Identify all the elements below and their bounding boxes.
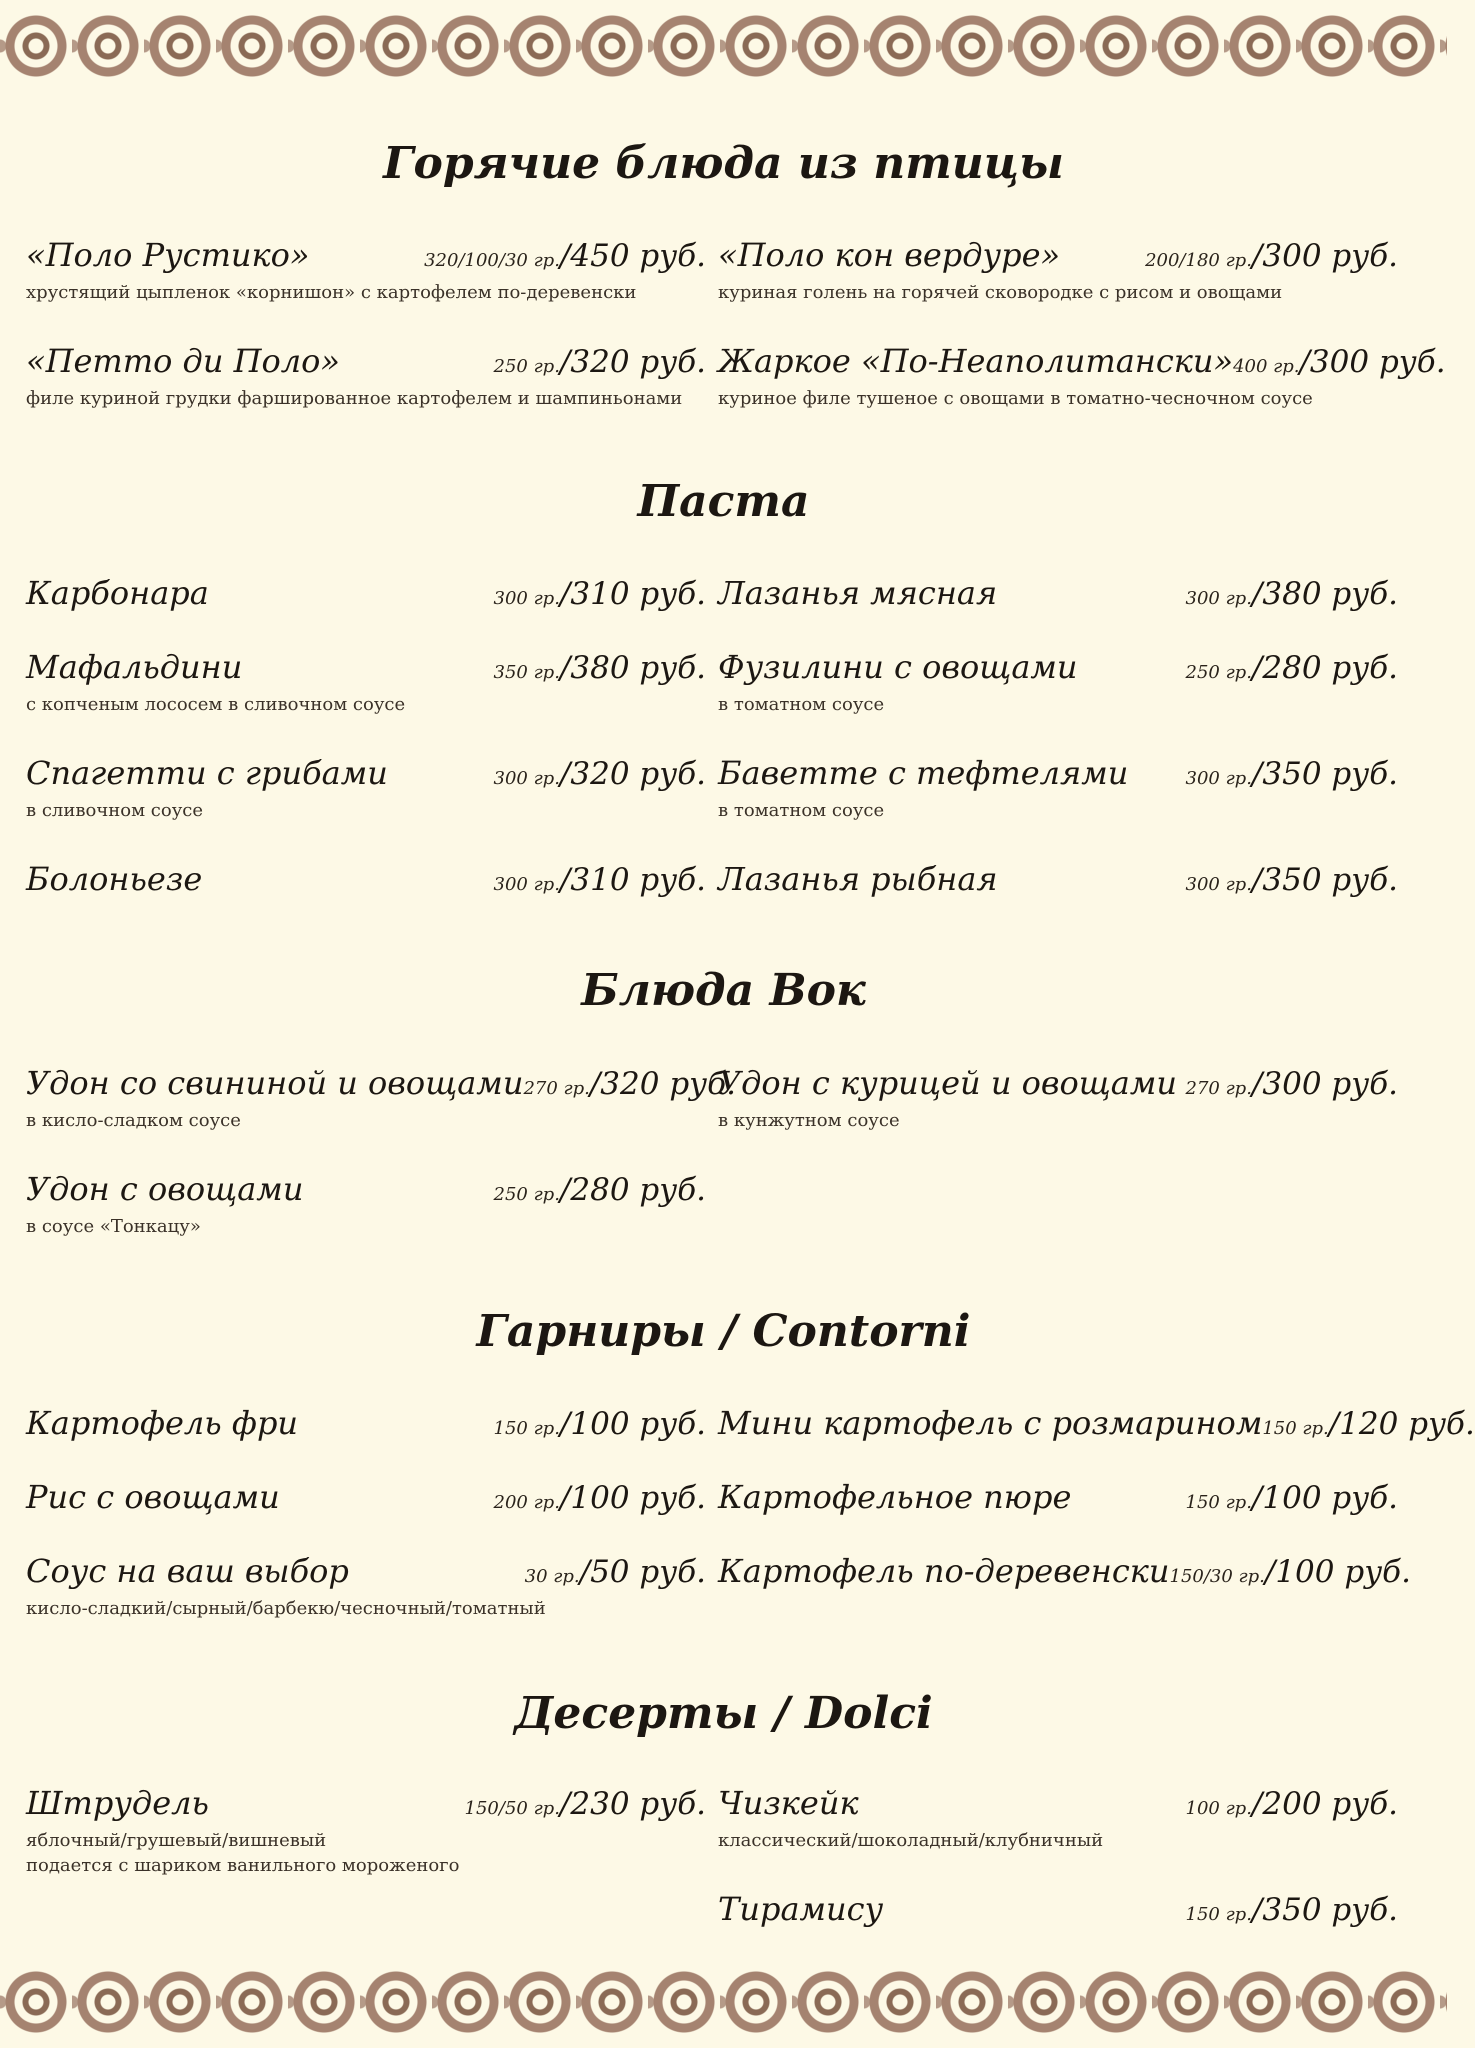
price-group — [494, 650, 707, 686]
menu-item-header — [26, 648, 706, 686]
dish-description: в кисло-сладком соусе — [26, 1110, 241, 1131]
dish-weight: 350 гр. — [493, 662, 560, 683]
menu-item-header — [26, 754, 706, 792]
dish-name: Штрудель — [26, 1784, 209, 1822]
dish-name: Лазанья рыбная — [718, 860, 998, 898]
dish-description: куриная голень на горячей сковородке с рисом и овощами — [718, 282, 1283, 303]
price-group — [494, 1172, 707, 1208]
price-group — [1186, 1786, 1399, 1822]
dish-description: в томатном соусе — [718, 694, 885, 715]
dish-description: куриное филе тушеное с овощами в томатно-чесночном соусе — [718, 388, 1313, 409]
menu-item-header — [26, 1478, 706, 1516]
dish-weight: 300 гр. — [1185, 874, 1252, 895]
dish-name: Рис с овощами — [26, 1478, 280, 1516]
dish-price: /300 руб. — [1299, 344, 1446, 380]
menu-item — [26, 754, 706, 821]
price-group — [494, 576, 707, 612]
menu-item — [718, 574, 1398, 612]
menu-item — [26, 342, 706, 409]
dish-name: Фузилини с овощами — [718, 648, 1078, 686]
dish-weight: 150/50 гр. — [464, 1798, 560, 1819]
menu-item-header — [718, 1552, 1411, 1590]
dish-price: /310 руб. — [559, 576, 706, 612]
price-group — [1186, 576, 1399, 612]
dish-price: /50 руб. — [579, 1554, 706, 1590]
dish-name: «Поло кон вердуре» — [718, 236, 1061, 274]
menu-item — [26, 1478, 706, 1516]
menu-item — [718, 342, 1446, 409]
dish-weight: 300 гр. — [1185, 768, 1252, 789]
menu-item — [26, 648, 706, 715]
dish-name: Картофель по-деревенски — [718, 1552, 1170, 1590]
dish-name: «Петто ди Поло» — [26, 342, 340, 380]
menu-item — [718, 1404, 1475, 1442]
price-group — [424, 238, 706, 274]
menu-item-header — [26, 342, 706, 380]
dish-name: Карбонара — [26, 574, 209, 612]
decorative-border-top — [0, 0, 1447, 92]
dish-weight: 270 гр. — [523, 1078, 590, 1099]
menu-item — [718, 1784, 1398, 1851]
dish-name: Удон с овощами — [26, 1170, 304, 1208]
dish-name: «Поло Рустико» — [26, 236, 310, 274]
dish-weight: 300 гр. — [493, 588, 560, 609]
decorative-border-bottom — [0, 1956, 1447, 2048]
dish-description: подается с шариком ванильного мороженого — [26, 1855, 460, 1876]
dish-weight: 250 гр. — [493, 356, 560, 377]
dish-weight: 150 гр. — [1185, 1492, 1252, 1513]
dish-name: Баветте с тефтелями — [718, 754, 1129, 792]
menu-item-header — [718, 1404, 1475, 1442]
dish-name: Жаркое «По-Неаполитански» — [718, 342, 1234, 380]
menu-item — [26, 236, 706, 303]
dish-weight: 150 гр. — [1262, 1418, 1329, 1439]
dish-price: /380 руб. — [559, 650, 706, 686]
menu-item-header — [26, 1784, 706, 1822]
dish-name: Спагетти с грибами — [26, 754, 388, 792]
menu-item-header — [718, 1064, 1398, 1102]
dish-price: /320 руб. — [559, 344, 706, 380]
menu-item-header — [26, 1552, 706, 1590]
menu-item-header — [718, 1478, 1398, 1516]
dish-weight: 250 гр. — [493, 1184, 560, 1205]
dish-price: /320 руб. — [559, 756, 706, 792]
price-group — [1262, 1406, 1475, 1442]
menu-item-header — [718, 754, 1398, 792]
menu-item — [26, 574, 706, 612]
price-group — [1186, 1892, 1399, 1928]
menu-item-header — [26, 1170, 706, 1208]
dish-description: филе куриной грудки фаршированное картофелем и шампиньонами — [26, 388, 683, 409]
dish-weight: 30 гр. — [524, 1566, 580, 1587]
menu-item — [718, 648, 1398, 715]
dish-description: в соусе «Тонкацу» — [26, 1216, 201, 1237]
menu-item — [26, 1404, 706, 1442]
price-group — [1233, 344, 1446, 380]
dish-price: /100 руб. — [1251, 1480, 1398, 1516]
dish-name: Соус на ваш выбор — [26, 1552, 349, 1590]
menu-item — [718, 1890, 1398, 1928]
dish-weight: 150/30 гр. — [1169, 1566, 1265, 1587]
price-group — [523, 1066, 736, 1102]
section-title: Десерты / Dolci — [514, 1688, 933, 1739]
dish-price: /230 руб. — [559, 1786, 706, 1822]
price-group — [1186, 1480, 1399, 1516]
dish-price: /310 руб. — [559, 862, 706, 898]
price-group — [525, 1554, 706, 1590]
dish-name: Картофель фри — [26, 1404, 299, 1442]
price-group — [494, 862, 707, 898]
menu-item-header — [718, 1890, 1398, 1928]
menu-item — [718, 1478, 1398, 1516]
dish-weight: 200/180 гр. — [1145, 250, 1252, 271]
menu-item-header — [26, 236, 706, 274]
dish-description: в томатном соусе — [718, 800, 885, 821]
dish-name: Удон с курицей и овощами — [718, 1064, 1178, 1102]
section-title: Блюда Вок — [581, 965, 866, 1016]
menu-item — [718, 1552, 1411, 1590]
price-group — [1186, 862, 1399, 898]
dish-description: с копченым лососем в сливочном соусе — [26, 694, 406, 715]
menu-item — [26, 1784, 706, 1876]
price-group — [1145, 238, 1398, 274]
dish-price: /350 руб. — [1251, 756, 1398, 792]
menu-item — [26, 1552, 706, 1619]
menu-item-header — [718, 236, 1398, 274]
menu-item-header — [26, 1404, 706, 1442]
price-group — [1186, 650, 1399, 686]
dish-weight: 320/100/30 гр. — [424, 250, 560, 271]
menu-item-header — [26, 1064, 736, 1102]
dish-name: Болоньезе — [26, 860, 203, 898]
dish-name: Мини картофель с розмарином — [718, 1404, 1263, 1442]
menu-item-header — [718, 648, 1398, 686]
dish-price: /100 руб. — [559, 1406, 706, 1442]
price-group — [465, 1786, 706, 1822]
dish-weight: 300 гр. — [493, 768, 560, 789]
menu-item — [718, 236, 1398, 303]
dish-price: /380 руб. — [1251, 576, 1398, 612]
dish-price: /280 руб. — [1251, 650, 1398, 686]
dish-description: в сливочном соусе — [26, 800, 204, 821]
menu-item — [718, 754, 1398, 821]
dish-description: хрустящий цыпленок «корнишон» с картофелем по-деревенски — [26, 282, 637, 303]
price-group — [494, 344, 707, 380]
dish-price: /350 руб. — [1251, 1892, 1398, 1928]
menu-item-header — [718, 1784, 1398, 1822]
dish-price: /120 руб. — [1328, 1406, 1475, 1442]
dish-description: классический/шоколадный/клубничный — [718, 1830, 1104, 1851]
dish-weight: 270 гр. — [1185, 1078, 1252, 1099]
dish-price: /450 руб. — [559, 238, 706, 274]
dish-weight: 400 гр. — [1233, 356, 1300, 377]
menu-item-header — [26, 860, 706, 898]
price-group — [494, 1480, 707, 1516]
menu-item — [26, 860, 706, 898]
dish-weight: 300 гр. — [1185, 588, 1252, 609]
price-group — [1186, 756, 1399, 792]
section-title: Паста — [637, 476, 810, 527]
price-group — [1170, 1554, 1411, 1590]
price-group — [494, 1406, 707, 1442]
dish-weight: 300 гр. — [493, 874, 560, 895]
dish-price: /100 руб. — [1264, 1554, 1411, 1590]
dish-name: Чизкейк — [718, 1784, 859, 1822]
dish-weight: 150 гр. — [493, 1418, 560, 1439]
menu-item — [26, 1064, 736, 1131]
section-title: Горячие блюда из птицы — [383, 138, 1064, 189]
dish-name: Тирамису — [718, 1890, 884, 1928]
dish-weight: 100 гр. — [1185, 1798, 1252, 1819]
dish-weight: 250 гр. — [1185, 662, 1252, 683]
dish-price: /200 руб. — [1251, 1786, 1398, 1822]
price-group — [494, 756, 707, 792]
dish-name: Лазанья мясная — [718, 574, 998, 612]
menu-item — [718, 1064, 1398, 1131]
menu-item-header — [718, 574, 1398, 612]
dish-price: /320 руб. — [589, 1066, 736, 1102]
menu-item-header — [718, 342, 1446, 380]
dish-price: /350 руб. — [1251, 862, 1398, 898]
price-group — [1186, 1066, 1399, 1102]
dish-description: кисло-сладкий/сырный/барбекю/чесночный/томатный — [26, 1598, 546, 1619]
dish-description: в кунжутном соусе — [718, 1110, 900, 1131]
dish-description: яблочный/грушевый/вишневый — [26, 1830, 327, 1851]
menu-item — [26, 1170, 706, 1237]
dish-price: /300 руб. — [1251, 238, 1398, 274]
dish-weight: 200 гр. — [493, 1492, 560, 1513]
dish-price: /300 руб. — [1251, 1066, 1398, 1102]
section-title: Гарниры / Contorni — [476, 1306, 971, 1357]
dish-name: Удон со свининой и овощами — [26, 1064, 524, 1102]
dish-name: Мафальдини — [26, 648, 243, 686]
menu-item-header — [718, 860, 1398, 898]
dish-name: Картофельное пюре — [718, 1478, 1072, 1516]
menu-item — [718, 860, 1398, 898]
dish-weight: 150 гр. — [1185, 1904, 1252, 1925]
dish-price: /100 руб. — [559, 1480, 706, 1516]
dish-price: /280 руб. — [559, 1172, 706, 1208]
menu-item-header — [26, 574, 706, 612]
